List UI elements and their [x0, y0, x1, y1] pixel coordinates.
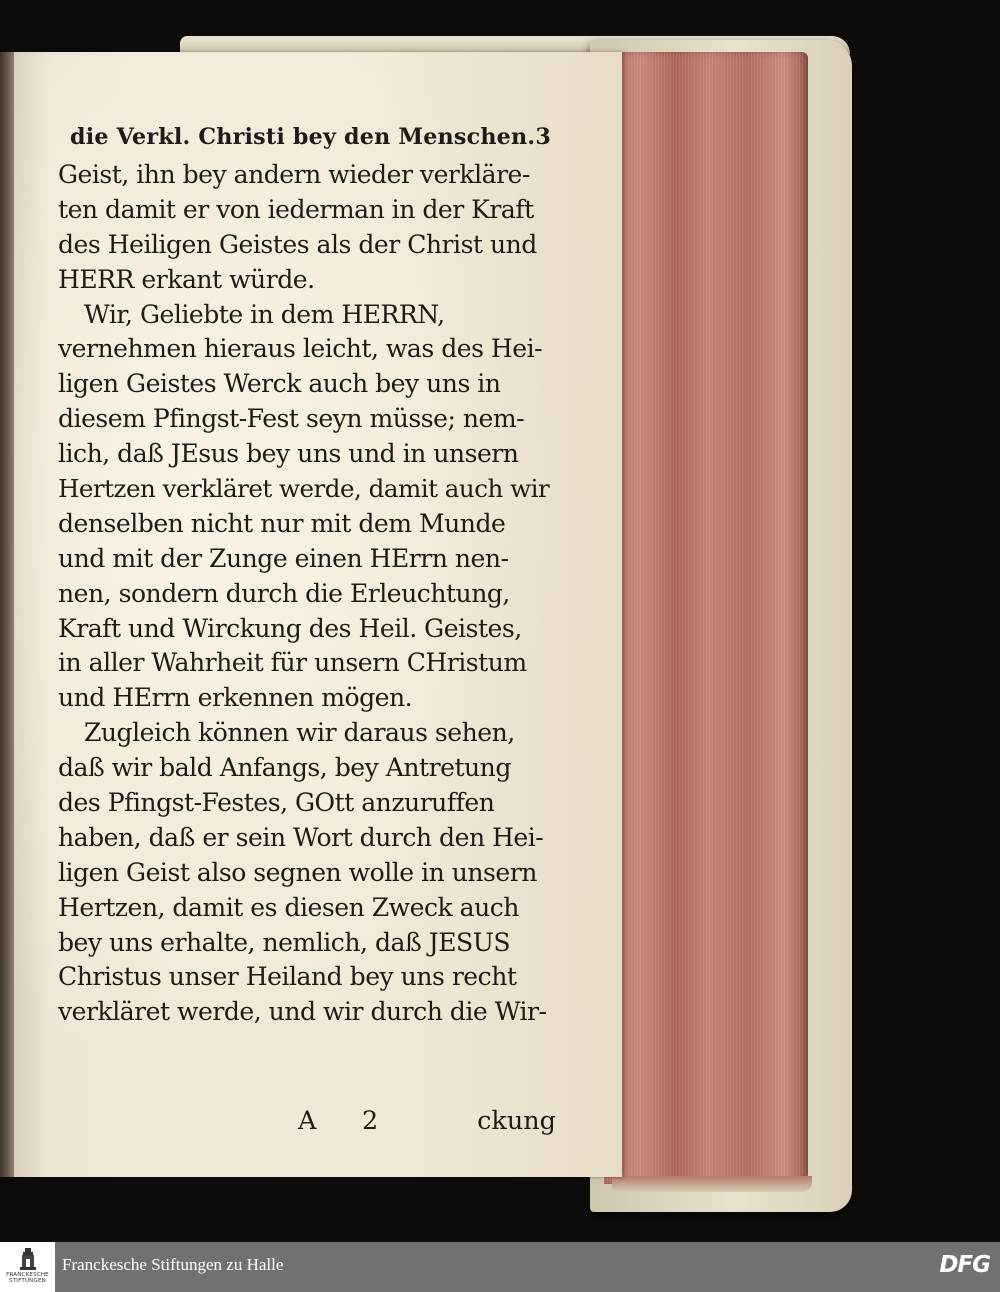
text-line: und HErrn erkennen mögen.: [58, 683, 413, 713]
catchword: ckung: [477, 1106, 556, 1136]
text-line: vernehmen hieraus leicht, was des Hei-: [58, 334, 543, 364]
page-number: 3: [535, 124, 551, 150]
signature-mark: A: [298, 1106, 317, 1136]
text-line: denselben nicht nur mit dem Munde: [58, 508, 506, 538]
text-line: des Heiligen Geistes als der Christ und: [58, 229, 537, 259]
text-line: HERR erkant würde.: [58, 264, 315, 294]
page-text-block: [58, 124, 558, 1030]
text-line: diesem Pfingst-Fest seyn müsse; nem-: [58, 404, 525, 434]
franckesche-logo[interactable]: [0, 1242, 55, 1292]
viewer-footer: [0, 1242, 1000, 1292]
text-line: und mit der Zunge einen HErrn nen-: [58, 543, 509, 573]
text-line: ten damit er von iederman in der Kraft: [58, 194, 534, 224]
signature-number: 2: [362, 1106, 379, 1136]
text-line: des Pfingst-Festes, GOtt anzuruffen: [58, 788, 495, 818]
text-line: Wir, Geliebte in dem HERRN,: [84, 299, 445, 329]
text-line: Kraft und Wirckung des Heil. Geistes,: [58, 613, 522, 643]
text-lines: [58, 158, 558, 1030]
printed-page: [14, 52, 622, 1177]
text-line: in aller Wahrheit für unsern CHristum: [58, 648, 527, 678]
text-line: haben, daß er sein Wort durch den Hei-: [58, 822, 544, 852]
institution-emblem-icon: [20, 1248, 36, 1270]
running-head-title: die Verkl. Christi bey den Menschen.: [70, 124, 536, 150]
page-fore-edge: [604, 52, 808, 1184]
logo-text: FRANCKESCHE STIFTUNGEN: [6, 1272, 49, 1284]
text-line: Geist, ihn bey andern wieder verkläre-: [58, 160, 530, 189]
text-line: ligen Geistes Werck auch bey uns in: [58, 369, 501, 399]
dfg-logo[interactable]: DFG: [939, 1252, 990, 1278]
running-head: [70, 124, 550, 150]
text-line: bey uns erhalte, nemlich, daß JESUS: [58, 927, 511, 957]
text-line: Hertzen, damit es diesen Zweck auch: [58, 892, 519, 922]
text-line: Christus unser Heiland bey uns recht: [58, 962, 517, 992]
text-line: Hertzen verkläret werde, damit auch wir: [58, 474, 550, 504]
page-fore-edge-bottom: [612, 1176, 812, 1192]
text-line: verkläret werde, und wir durch die Wir-: [58, 997, 547, 1027]
text-line: lich, daß JEsus bey uns und in unsern: [58, 439, 519, 469]
text-line: daß wir bald Anfangs, bey Antretung: [58, 753, 511, 783]
text-line: ligen Geist also segnen wolle in unsern: [58, 857, 537, 887]
text-line: Zugleich können wir daraus sehen,: [84, 718, 515, 748]
footer-title[interactable]: Franckesche Stiftungen zu Halle: [62, 1255, 284, 1274]
text-line: nen, sondern durch die Erleuchtung,: [58, 578, 510, 608]
